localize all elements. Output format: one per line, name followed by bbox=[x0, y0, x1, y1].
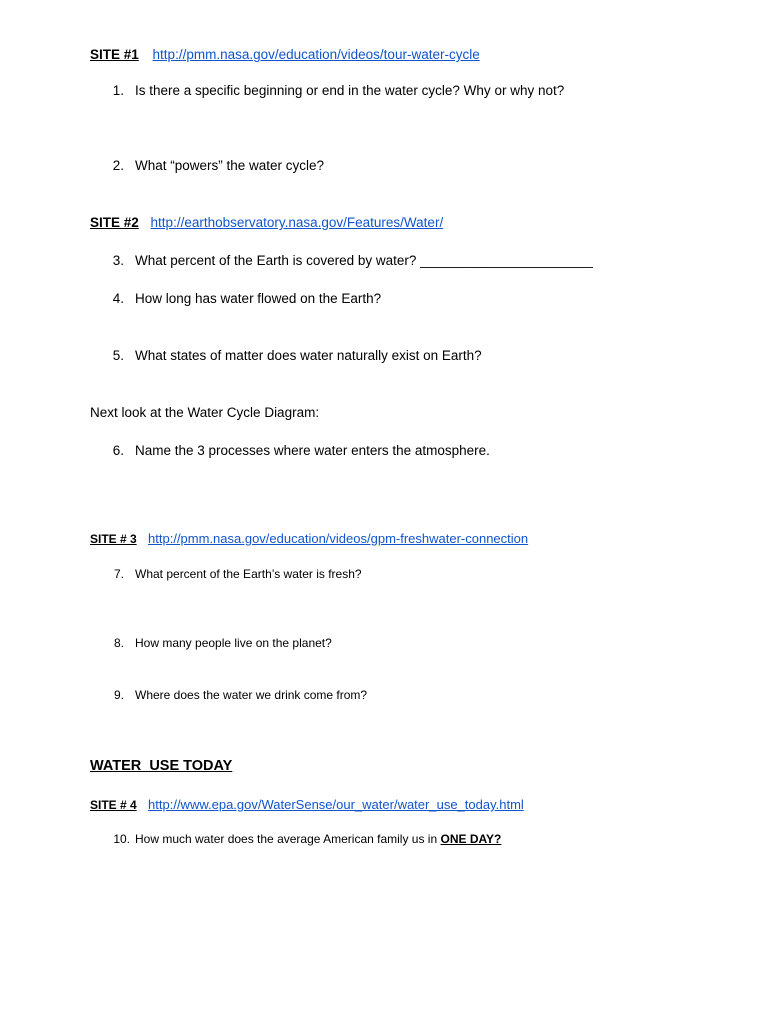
question-10-number: 10. bbox=[113, 832, 130, 846]
question-2-number: 2. bbox=[112, 158, 124, 173]
site-3-label: SITE # 3 bbox=[90, 532, 137, 546]
question-7-number: 7. bbox=[113, 567, 124, 581]
site-1-link[interactable]: http://pmm.nasa.gov/education/videos/tour-water-cycle bbox=[152, 47, 480, 62]
site-2-label: SITE #2 bbox=[90, 215, 139, 230]
question-9-number: 9. bbox=[113, 688, 124, 702]
question-4-text: How long has water flowed on the Earth? bbox=[135, 291, 382, 306]
question-3-number: 3. bbox=[112, 253, 124, 268]
site-2-link[interactable]: http://earthobservatory.nasa.gov/Features/Water/ bbox=[150, 215, 444, 230]
question-8-text: How many people live on the planet? bbox=[135, 636, 332, 650]
question-5-text: What states of matter does water naturally exist on Earth? bbox=[135, 348, 482, 363]
site-4-link[interactable]: http://www.epa.gov/WaterSense/our_water/water_use_today.html bbox=[148, 797, 524, 812]
question-4-number: 4. bbox=[112, 291, 124, 306]
question-3-text: What percent of the Earth is covered by water? _______________________ bbox=[135, 253, 593, 268]
question-6-number: 6. bbox=[112, 443, 124, 458]
question-2-text: What “powers” the water cycle? bbox=[135, 158, 325, 173]
question-1-text: Is there a specific beginning or end in the water cycle? Why or why not? bbox=[135, 83, 565, 98]
site-1-label: SITE #1 bbox=[90, 47, 139, 62]
question-5-number: 5. bbox=[112, 348, 124, 363]
site-4-header bbox=[90, 797, 524, 812]
question-9-text: Where does the water we drink come from? bbox=[135, 688, 368, 702]
question-1-number: 1. bbox=[112, 83, 124, 98]
question-10-text bbox=[135, 832, 501, 846]
question-7-text: What percent of the Earth’s water is fresh? bbox=[135, 567, 362, 581]
question-8-number: 8. bbox=[113, 636, 124, 650]
site-3-link[interactable]: http://pmm.nasa.gov/education/videos/gpm-freshwater-connection bbox=[148, 531, 529, 546]
site-1-header bbox=[90, 47, 480, 62]
question-10-body: How much water does the average American family us in bbox=[135, 832, 441, 846]
site-2-header bbox=[90, 215, 443, 230]
section-heading: WATER USE TODAY bbox=[90, 758, 233, 774]
site-4-label: SITE # 4 bbox=[90, 798, 137, 812]
question-6-text: Name the 3 processes where water enters the atmosphere. bbox=[135, 443, 490, 458]
question-10-emphasis: ONE DAY? bbox=[440, 832, 502, 846]
site-3-header bbox=[90, 531, 528, 546]
intro-text: Next look at the Water Cycle Diagram: bbox=[90, 405, 320, 420]
